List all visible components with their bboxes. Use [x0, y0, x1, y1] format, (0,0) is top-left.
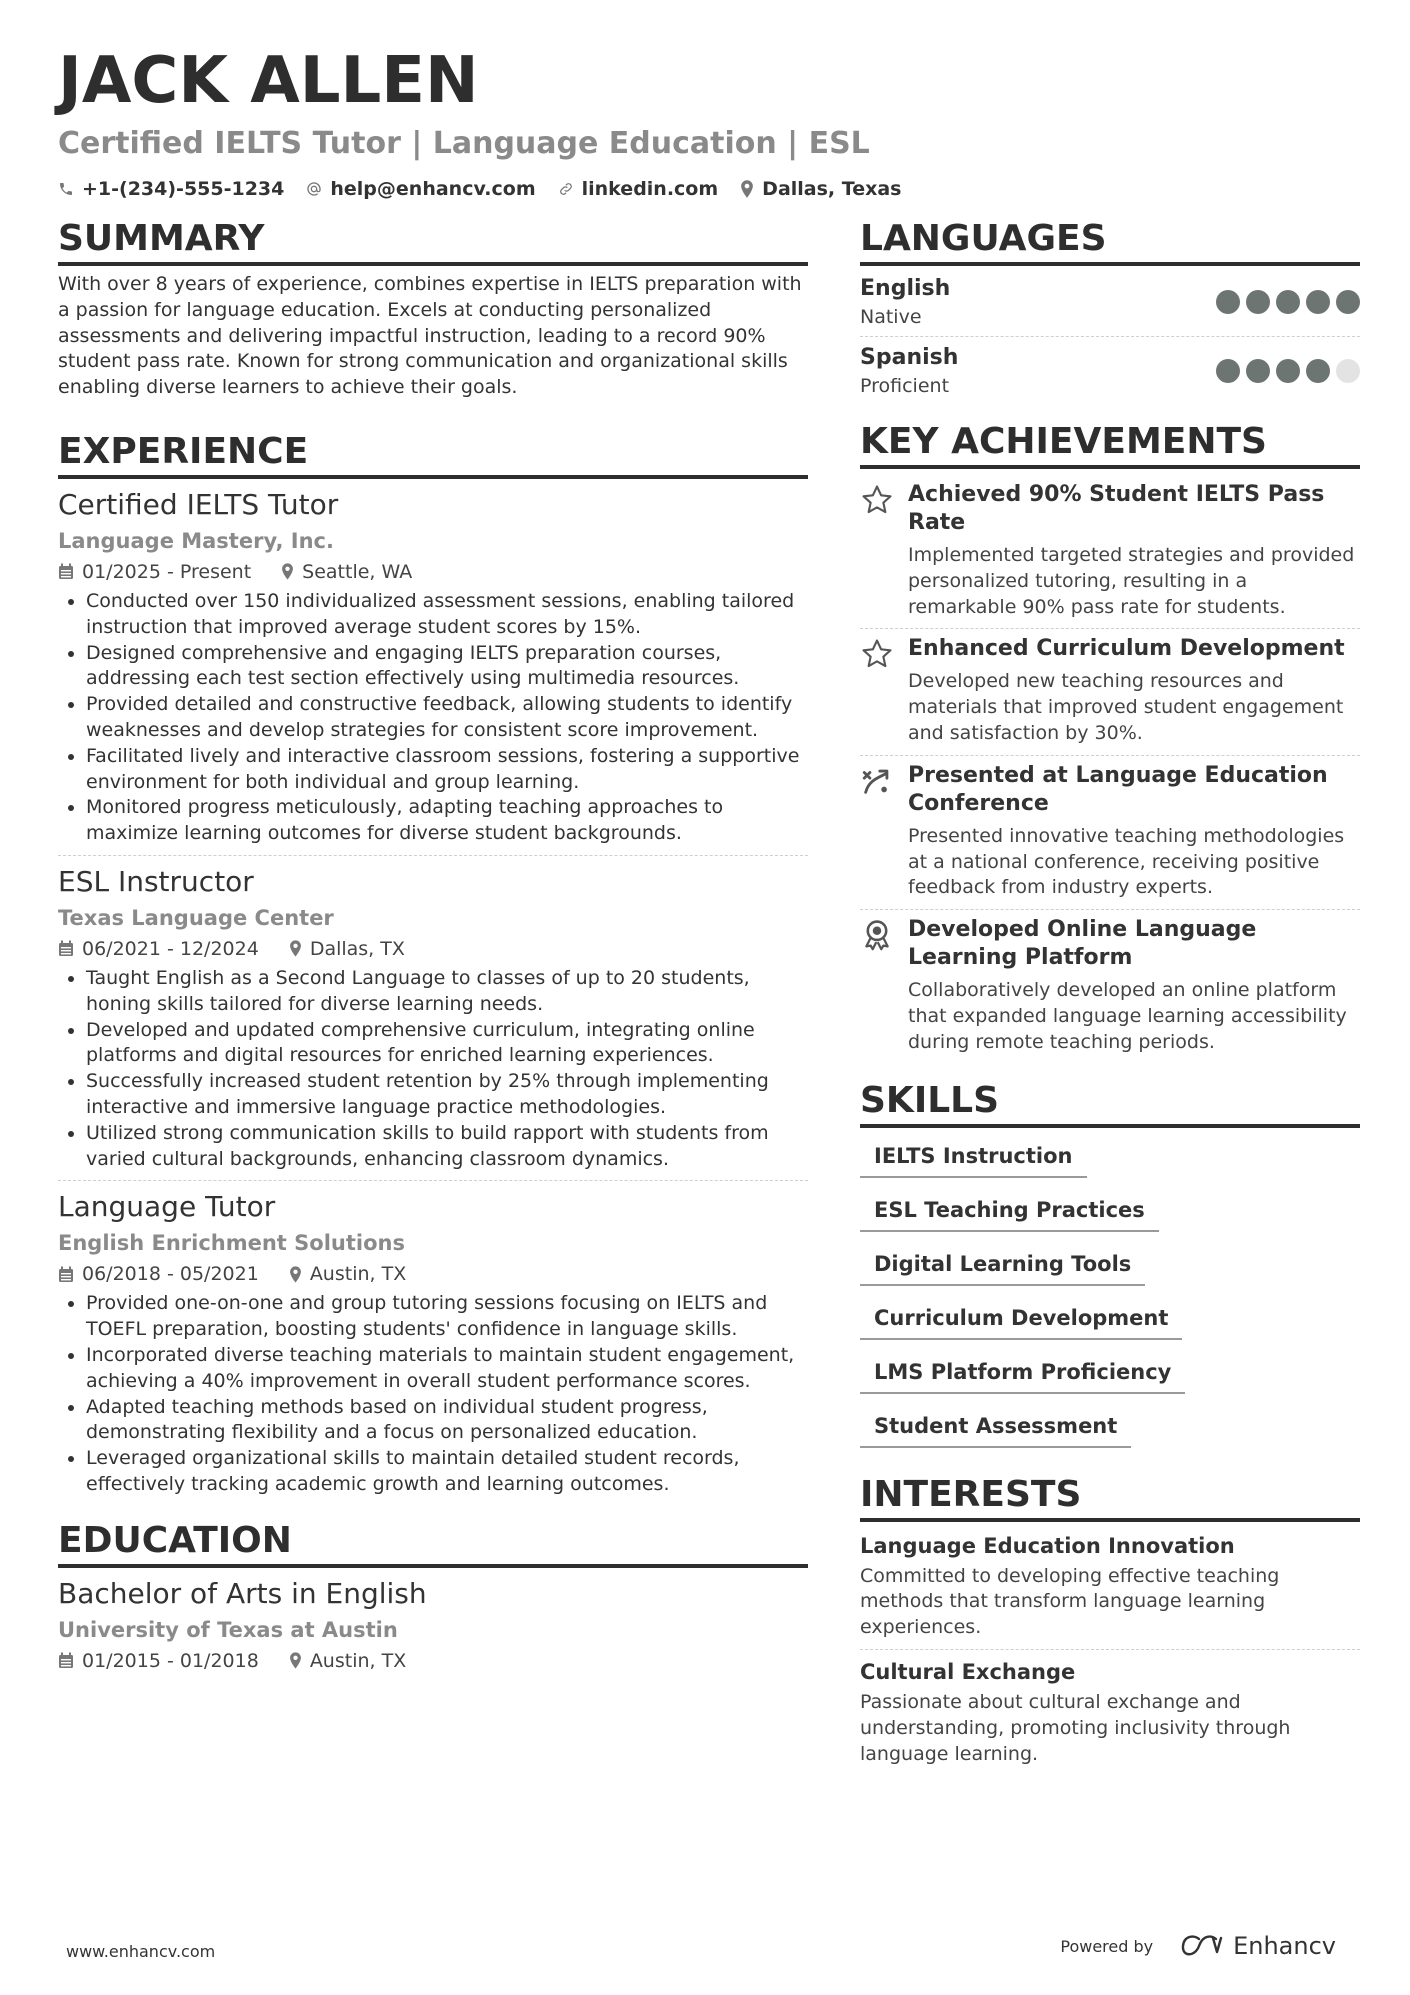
skill-tag: Curriculum Development — [860, 1296, 1182, 1340]
job-title: Language Tutor — [58, 1190, 276, 1224]
footer-website[interactable]: www.enhancv.com — [66, 1942, 216, 1961]
enhancv-logo[interactable] — [1179, 1932, 1336, 1960]
strategy-arrow-icon — [860, 764, 894, 798]
award-ribbon-icon — [860, 918, 894, 952]
section-title-summary: SUMMARY — [58, 216, 808, 266]
skill-tag: LMS Platform Proficiency — [860, 1350, 1185, 1394]
achievement-desc: Implemented targeted strategies and provided personalized tutoring, resulting in a remarkable 90% pass rate for students. — [908, 544, 1355, 618]
map-pin-icon — [289, 1266, 302, 1283]
bullet-item: • Developed and updated comprehensive curriculum, integrating online platforms and digital resources for enriched learning experiences. — [86, 1018, 808, 1070]
education-location — [289, 1646, 406, 1676]
dates-text: 06/2021 - 12/2024 — [82, 937, 259, 960]
job-dates — [58, 557, 251, 587]
achievement-desc: Developed new teaching resources and materials that improved student engagement and satisfaction by 30%. — [908, 670, 1344, 744]
contact-phone[interactable] — [58, 178, 284, 200]
bullet-item: • Conducted over 150 individualized assessment sessions, enabling tailored instruction that improved average student scores by 15%. — [86, 589, 808, 641]
skill-tag: Student Assessment — [860, 1404, 1131, 1448]
interest-title: Language Education Innovation — [860, 1533, 1235, 1558]
skill-tag: IELTS Instruction — [860, 1134, 1087, 1178]
education-dates — [58, 1646, 259, 1676]
language-item — [860, 272, 1360, 336]
interest-title: Cultural Exchange — [860, 1659, 1076, 1684]
job-location — [289, 934, 405, 964]
job-meta — [58, 1259, 808, 1289]
interest-desc: Passionate about cultural exchange and understanding, promoting inclusivity through language learning. — [860, 1690, 1291, 1765]
map-pin-icon — [289, 1652, 302, 1669]
bullet-item: • Adapted teaching methods based on individual student progress, demonstrating flexibility and a focus on personalized education. — [86, 1395, 808, 1447]
location-text: Dallas, TX — [309, 937, 405, 960]
brand-name: Enhancv — [1233, 1932, 1336, 1960]
star-icon — [860, 637, 894, 671]
dates-text: 01/2015 - 01/2018 — [82, 1649, 259, 1672]
calendar-icon — [58, 563, 74, 580]
bullet-item: • Facilitated lively and interactive classroom sessions, fostering a supportive environment for both individual and group learning. — [86, 744, 808, 796]
language-item — [860, 336, 1360, 405]
dates-text: 06/2018 - 05/2021 — [82, 1263, 259, 1286]
achievement-desc: Collaboratively developed an online platform that expanded language learning accessibility during remote teaching periods. — [908, 979, 1347, 1053]
proficiency-dot — [1246, 290, 1270, 314]
language-level: Native — [860, 306, 922, 328]
job-location — [289, 1259, 406, 1289]
experience-entry — [58, 1180, 808, 1505]
section-title-languages: LANGUAGES — [860, 216, 1360, 266]
linkedin-text: linkedin.com — [581, 178, 719, 200]
job-title: Certified IELTS Tutor — [58, 487, 339, 521]
interests-section — [860, 1472, 1360, 1776]
achievement-title: Presented at Language Education Conference — [908, 762, 1328, 816]
at-icon — [306, 181, 322, 197]
map-pin-icon — [289, 940, 302, 957]
job-bullets — [58, 1291, 808, 1497]
achievement-item — [860, 628, 1360, 754]
calendar-icon — [58, 1266, 74, 1283]
footer-powered — [1060, 1932, 1336, 1960]
language-name: Spanish — [860, 345, 959, 370]
skill-tag: ESL Teaching Practices — [860, 1188, 1159, 1232]
skills-section — [860, 1078, 1360, 1458]
job-meta — [58, 934, 808, 964]
powered-by-label: Powered by — [1060, 1936, 1154, 1956]
summary-text: With over 8 years of experience, combines expertise in IELTS preparation with a passion for language education. Excels at conducting personalized assessments and delivering impactful instruction, leading to a record 90% student pass rate. Known for strong communication and organizational skills enabling diverse learners to achieve their goals. — [58, 273, 802, 399]
bullet-item: • Utilized strong communication skills to build rapport with students from varied cultural backgrounds, enhancing classroom dynamics. — [86, 1121, 808, 1173]
experience-entry — [58, 485, 808, 855]
education-meta — [58, 1646, 808, 1676]
proficiency-dot — [1336, 290, 1360, 314]
left-column — [58, 216, 808, 1676]
bullet-item: • Provided one-on-one and group tutoring sessions focusing on IELTS and TOEFL preparation, boosting students' confidence in language skills. — [86, 1291, 808, 1343]
map-pin-icon — [740, 180, 754, 198]
experience-section — [58, 429, 808, 1506]
achievement-title: Enhanced Curriculum Development — [908, 636, 1345, 662]
candidate-title: Certified IELTS Tutor | Language Education | ESL — [58, 126, 870, 161]
experience-entry — [58, 855, 808, 1180]
interest-desc: Committed to developing effective teaching methods that transform language learning experiences. — [860, 1564, 1280, 1639]
candidate-name: JACK ALLEN — [58, 44, 479, 118]
bullet-item: • Monitored progress meticulously, adapting teaching approaches to maximize learning outcomes for diverse student backgrounds. — [86, 795, 808, 847]
section-title-experience: EXPERIENCE — [58, 429, 808, 479]
job-bullets — [58, 966, 808, 1172]
dates-text: 01/2025 - Present — [82, 560, 252, 583]
bullet-item: • Leveraged organizational skills to maintain detailed student records, effectively tracking academic growth and learning outcomes. — [86, 1446, 808, 1498]
location-text: Austin, TX — [309, 1263, 407, 1286]
achievement-title: Achieved 90% Student IELTS Pass Rate — [908, 482, 1325, 535]
job-dates — [58, 1259, 259, 1289]
achievement-item — [860, 909, 1360, 1063]
location-text: Austin, TX — [309, 1649, 407, 1672]
map-pin-icon — [281, 563, 294, 580]
bullet-item: • Provided detailed and constructive feedback, allowing students to identify weaknesses and develop strategies for consistent score improvement. — [86, 692, 808, 744]
job-dates — [58, 934, 259, 964]
resume-header — [58, 38, 1358, 200]
contact-linkedin[interactable] — [558, 178, 719, 200]
proficiency-dot — [1276, 359, 1300, 383]
calendar-icon — [58, 940, 74, 957]
bullet-item: • Designed comprehensive and engaging IELTS preparation courses, addressing each test section effectively using multimedia resources. — [86, 641, 808, 693]
phone-icon — [58, 181, 74, 197]
star-icon — [860, 483, 894, 517]
proficiency-dot — [1276, 290, 1300, 314]
interest-item — [860, 1528, 1360, 1649]
job-bullets — [58, 589, 808, 847]
right-column — [860, 216, 1360, 1775]
location-text: Seattle, WA — [302, 560, 413, 583]
skill-tag: Digital Learning Tools — [860, 1242, 1145, 1286]
bullet-item: • Incorporated diverse teaching materials to maintain student engagement, achieving a 40% improvement in overall student performance scores. — [86, 1343, 808, 1395]
proficiency-dot — [1246, 359, 1270, 383]
proficiency-dot — [1216, 290, 1240, 314]
section-title-achievements: KEY ACHIEVEMENTS — [860, 419, 1360, 469]
email-text: help@enhancv.com — [330, 178, 536, 200]
contact-email[interactable] — [306, 178, 535, 200]
achievement-title: Developed Online Language Learning Platform — [908, 917, 1257, 971]
job-meta — [58, 557, 808, 587]
proficiency-dots — [1210, 359, 1360, 383]
company-name: Language Mastery, Inc. — [58, 528, 334, 553]
enhancv-logo-icon — [1179, 1934, 1225, 1958]
job-title: ESL Instructor — [58, 864, 254, 898]
proficiency-dot — [1336, 359, 1360, 383]
company-name: English Enrichment Solutions — [58, 1231, 405, 1256]
bullet-item: • Taught English as a Second Language to classes of up to 20 students, honing skills tailored for diverse learning needs. — [86, 966, 808, 1018]
proficiency-dot — [1216, 359, 1240, 383]
achievement-item — [860, 475, 1360, 628]
proficiency-dot — [1306, 359, 1330, 383]
calendar-icon — [58, 1652, 74, 1669]
degree-title: Bachelor of Arts in English — [58, 1576, 427, 1610]
bullet-item: • Successfully increased student retention by 25% through implementing interactive and immersive language practice methodologies. — [86, 1069, 808, 1121]
language-level: Proficient — [860, 375, 950, 397]
achievements-section — [860, 419, 1360, 1064]
job-location — [281, 557, 412, 587]
contact-bar — [58, 178, 1358, 200]
education-section — [58, 1518, 808, 1676]
school-name: University of Texas at Austin — [58, 1617, 398, 1642]
section-title-skills: SKILLS — [860, 1078, 1360, 1128]
summary-section — [58, 216, 808, 401]
achievement-desc: Presented innovative teaching methodologies at a national conference, receiving positive feedback from industry experts. — [908, 824, 1345, 899]
proficiency-dots — [1210, 290, 1360, 314]
phone-text: +1-(234)-555-1234 — [82, 178, 285, 200]
achievement-item — [860, 755, 1360, 909]
section-title-interests: INTERESTS — [860, 1472, 1360, 1522]
interest-item — [860, 1649, 1360, 1775]
proficiency-dot — [1306, 290, 1330, 314]
contact-location — [740, 178, 901, 200]
section-title-education: EDUCATION — [58, 1518, 808, 1568]
language-name: English — [860, 276, 951, 301]
company-name: Texas Language Center — [58, 905, 334, 930]
link-icon — [558, 181, 574, 197]
languages-section — [860, 216, 1360, 405]
location-text: Dallas, Texas — [762, 178, 902, 200]
